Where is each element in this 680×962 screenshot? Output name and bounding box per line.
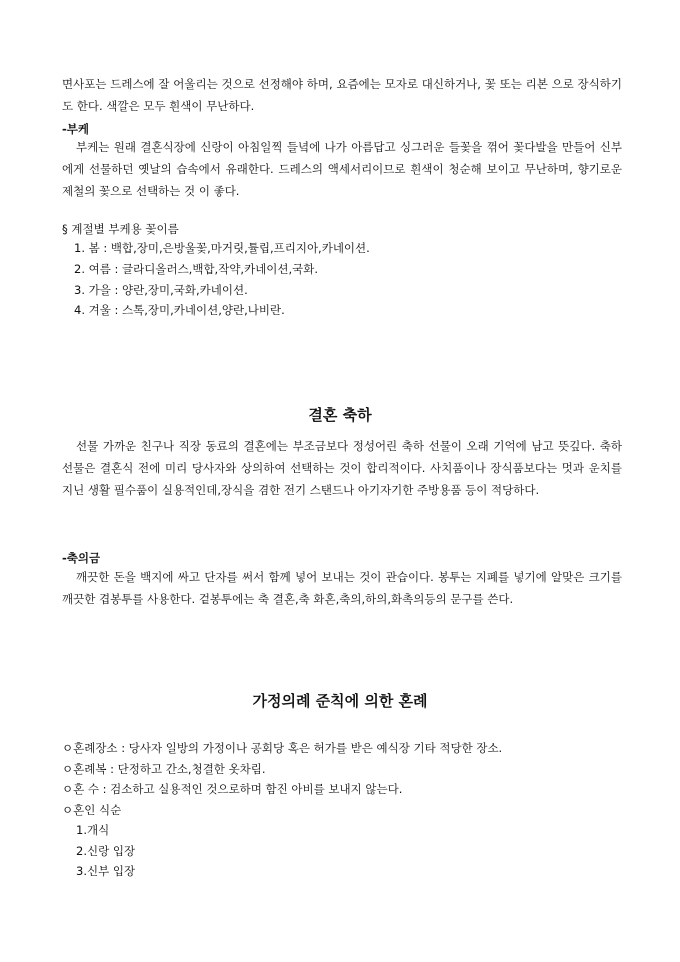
bouquet-paragraph: 부케는 원래 결혼식장에 신랑이 아침일찍 들녘에 나가 아름답고 싱그러운 들꽃을 꺾어 꽃다발을 만들어 신부에게 선물하던 옛날의 습속에서 유래한다. 드레스의 액세서리이므로 흰색이 청순해 보이고 무난하며, 향기로운 제철의 꽃으로 선택하는 것 이 좋다. [62,140,622,198]
money-label: -축의금 [62,551,101,565]
ceremony-step-opening: 1.개식 [76,823,110,837]
season-heading: § 계절별 부케용 꽃이름 [62,222,179,236]
section-title-congratulations: 결혼 축하 [308,406,372,424]
rule-item-venue: ㅇ혼례장소 : 당사자 일방의 가정이나 공회당 혹은 허가를 받은 예식장 기타 적당한 장소. [62,741,503,755]
season-item-spring: 1. 봄 : 백합,장미,은방울꽃,마거릿,튤립,프리지아,카네이션. [74,241,370,255]
season-item-autumn: 3. 가을 : 양란,장미,국화,카네이션. [74,283,248,297]
ceremony-step-bride-entrance: 3.신부 입장 [76,864,136,878]
rule-item-attire: ㅇ혼례복 : 단정하고 간소,청결한 옷차림. [62,762,266,776]
season-item-winter: 4. 겨울 : 스톡,장미,카네이션,양란,나비란. [74,303,285,317]
ceremony-step-groom-entrance: 2.신랑 입장 [76,844,136,858]
season-item-summer: 2. 여름 : 글라디올러스,백합,작약,카네이션,국화. [74,262,319,276]
veil-paragraph: 면사포는 드레스에 잘 어울리는 것으로 선정해야 하며, 요즘에는 모자로 대신하거나, 꽃 또는 리본 으로 장식하기도 한다. 색깔은 모두 흰색이 무난하다. [62,77,622,113]
section-title-wedding-rules: 가정의례 준칙에 의한 혼례 [252,692,428,710]
money-paragraph: 깨끗한 돈을 백지에 싸고 단자를 써서 함께 넣어 보내는 것이 관습이다. 봉투는 지폐를 넣기에 알맞은 크기를 깨끗한 겹봉투를 사용한다. 겉봉투에는 축 결혼,축 화혼,축의,하의,화촉의등의 문구를 쓴다. [62,570,622,606]
rule-item-ceremony-order: ㅇ혼인 식순 [62,803,122,817]
gift-paragraph: 선물 가까운 친구나 직장 동료의 결혼에는 부조금보다 정성어린 축하 선물이 오래 기억에 남고 뜻깊다. 축하 선물은 결혼식 전에 미리 당사자와 상의하여 선택하는 것이 합리적이다. 사치품이나 장식품보다는 멋과 운치를 지닌 생활 필수품이 실용적인데,장식을 겸한 전기 스탠드나 아기자기한 주방용품 등이 적당하다. [62,439,622,497]
rule-item-dowry: ㅇ혼 수 : 검소하고 실용적인 것으로하며 함진 아비를 보내지 않는다. [62,782,403,796]
bouquet-label: -부케 [62,122,89,136]
